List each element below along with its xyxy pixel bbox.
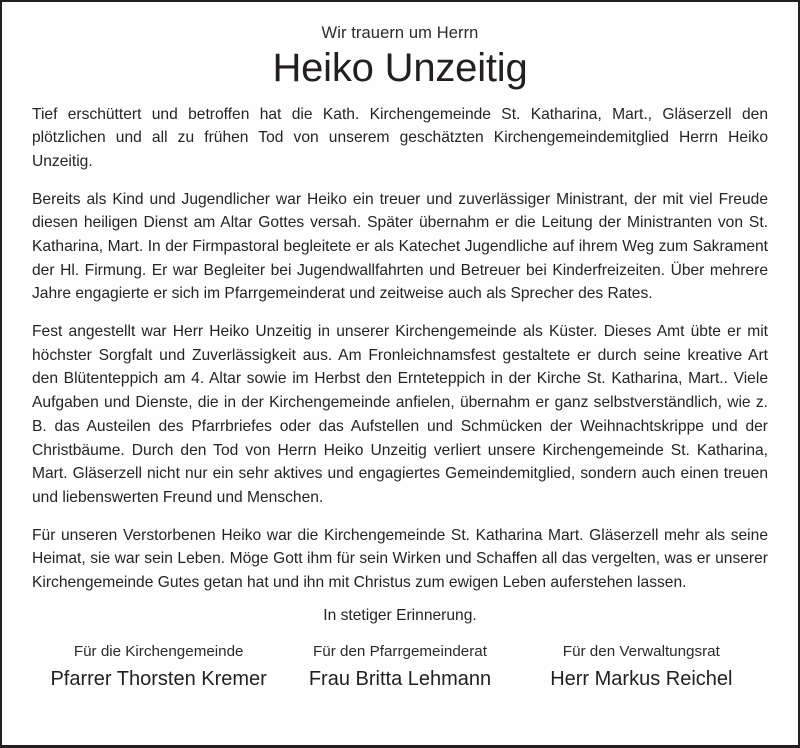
- signatory-column-kirchengemeinde: [38, 642, 279, 692]
- signatory-role: Für die Kirchengemeinde: [73, 643, 244, 661]
- bottom-spacer: [32, 692, 768, 735]
- obituary-paragraph-1: Tief erschüttert und betroffen hat die Kath. Kirchengemeinde St. Katharina, Mart., Gläserzell den plötzlichen und all zu frühen Tod von unserem geschätzten Kirchengemeindemitglied Herrn Heiko Unzeitig.: [32, 105, 768, 170]
- mourning-intro-line: Wir trauern um Herrn: [321, 24, 479, 42]
- signatory-role: Für den Verwaltungsrat: [562, 643, 720, 661]
- deceased-name: Heiko Unzeitig: [272, 45, 528, 90]
- signatory-name: Frau Britta Lehmann: [308, 668, 492, 690]
- obituary-paragraph-3: Fest angestellt war Herr Heiko Unzeitig in unserer Kirchengemeinde als Küster. Dieses Amt übte er mit höchster Sorgfalt und Zuverlässigkeit aus. Am Fronleichnamsfest gestaltete er durch seine kreative Art den Blütenteppich am 4. Altar sowie im Herbst den Ernteteppich in der Kirche St. Katharina, Mart.. Viele Aufgaben und Dienste, die in der Kirchengemeinde anfielen, übernahm er ganz selbstverständlich, wie z. B. das Austeilen des Pfarrbriefes oder das Aufstellen und Schmücken der Weihnachtskrippe und der Christbäume. Durch den Tod von Herrn Heiko Unzeitig verliert unsere Kirchengemeinde St. Katharina, Mart. Gläserzell nicht nur ein sehr aktives und engagiertes Gemeindemitglied, sondern auch einen treuen und liebenswerten Freund und Menschen.: [32, 323, 768, 506]
- signatory-column-pfarrgemeinderat: [279, 642, 520, 692]
- signatory-name: Pfarrer Thorsten Kremer: [50, 668, 267, 690]
- signatory-block: [32, 642, 768, 692]
- closing-line: In stetiger Erinnerung.: [323, 606, 477, 624]
- obituary-paragraph-4: Für unseren Verstorbenen Heiko war die Kirchengemeinde St. Katharina Mart. Gläserzell mehr als seine Heimat, sie war sein Leben. Möge Gott ihm für sein Wirken und Schaffen all das vergelten, was er unserer Kirchengemeinde Gutes getan hat und ihn mit Christus zum ewigen Leben auferstehen lassen.: [32, 526, 768, 591]
- signatory-column-verwaltungsrat: [521, 642, 762, 692]
- signatory-role: Für den Pfarrgemeinderat: [313, 643, 487, 661]
- signatory-name: Herr Markus Reichel: [550, 668, 733, 690]
- obituary-paragraph-2: Bereits als Kind und Jugendlicher war Heiko ein treuer und zuverlässiger Ministrant, der mit viel Freude diesen heiligen Dienst am Altar Gottes versah. Später übernahm er die Leitung der Ministranten von St. Katharina, Mart. In der Firmpastoral begleitete er als Katechet Jugendliche auf ihrem Weg zum Sakrament der Hl. Firmung. Er war Begleiter bei Jugendwallfahrten und Betreuer bei Kinderfreizeiten. Über mehrere Jahre engagierte er sich im Pfarrgemeinderat und zeitweise auch als Sprecher des Rates.: [32, 190, 768, 303]
